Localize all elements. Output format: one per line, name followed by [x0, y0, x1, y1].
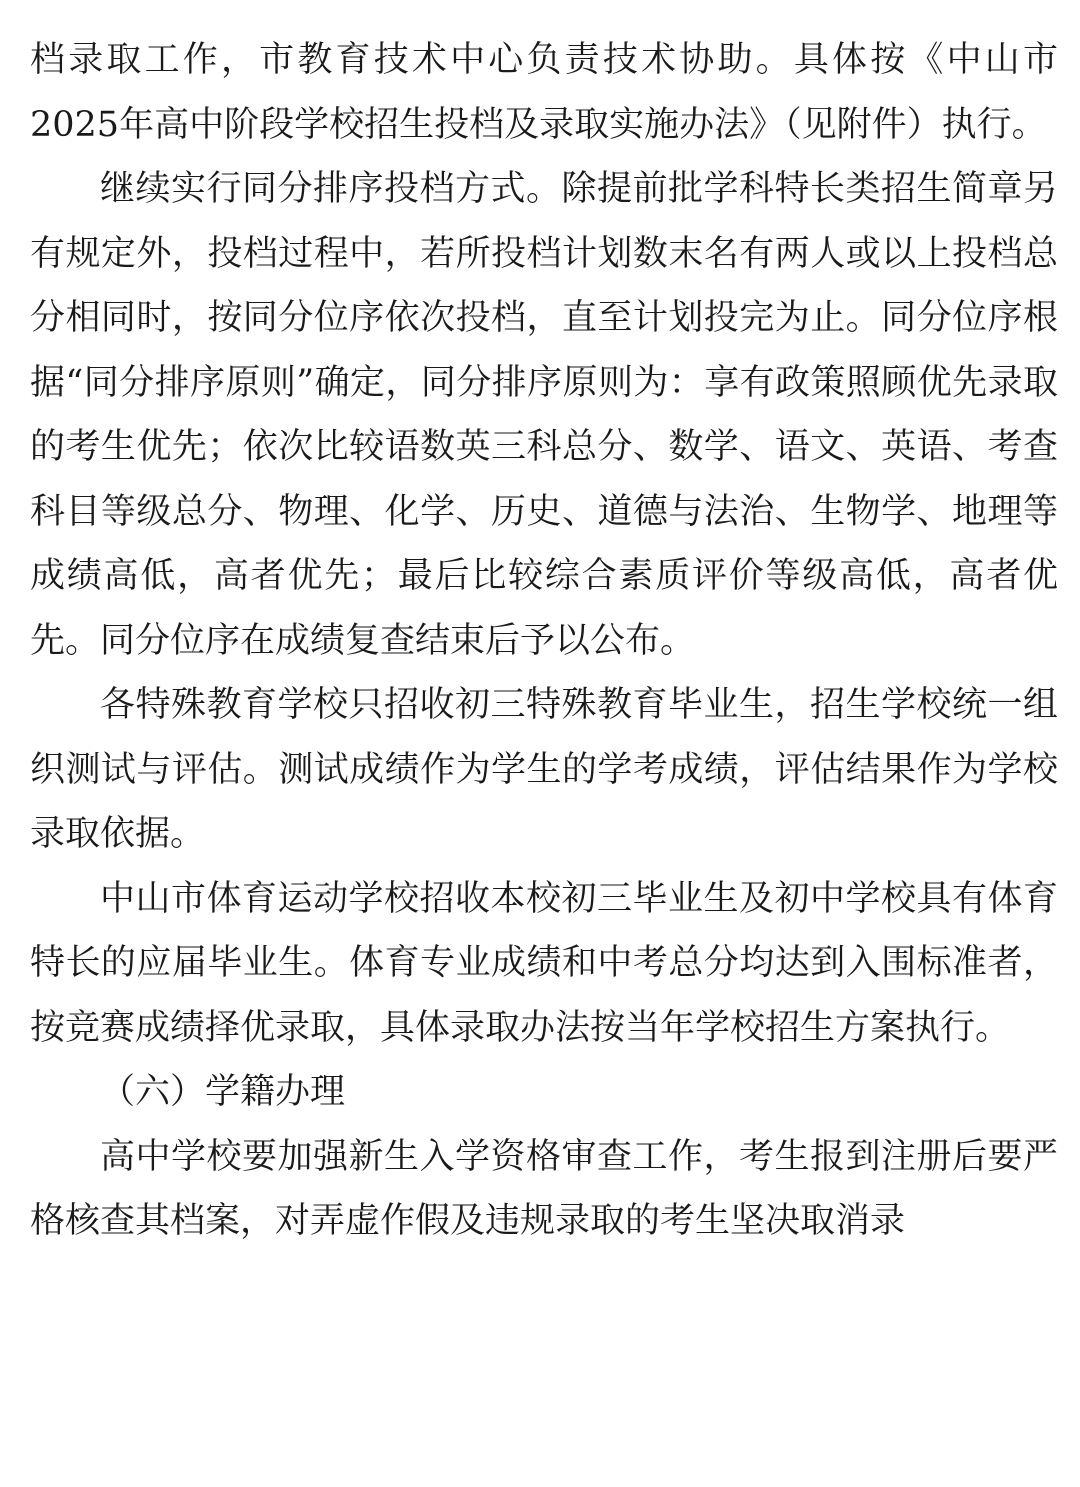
paragraph-sports-school: 中山市体育运动学校招收本校初三毕业生及初中学校具有体育特长的应届毕业生。体育专业成绩和中考总分均达到入围标准者，按竞赛成绩择优录取，具体录取办法按当年学校招生方案执行。	[30, 878, 1058, 1048]
section-heading-enrollment: （六）学籍办理	[100, 1072, 346, 1112]
paragraph-tie-score-ranking: 继续实行同分排序投档方式。除提前批学科特长类招生简章另有规定外，投档过程中，若所投档计划数末名有两人或以上投档总分相同时，按同分位序依次投档，直至计划投完为止。同分位序根据“同分排序原则”确定，同分排序原则为：享有政策照顾优先录取的考生优先；依次比较语数英三科总分、数学、语文、英语、考查科目等级总分、物理、化学、历史、道德与法治、生物学、地理等成绩高低，高者优先；最后比较综合素质评价等级高低，高者优先。同分位序在成绩复查结束后予以公布。	[30, 169, 1058, 661]
paragraph-enrollment-review: 高中学校要加强新生入学资格审查工作，考生报到注册后要严格核查其档案，对弄虚作假及违规录取的考生坚决取消录	[30, 1136, 1058, 1241]
document-page	[30, 28, 1058, 1254]
paragraph-special-education: 各特殊教育学校只招收初三特殊教育毕业生，招生学校统一组织测试与评估。测试成绩作为学生的学考成绩，评估结果作为学校录取依据。	[30, 685, 1058, 854]
paragraph-admission-work: 档录取工作，市教育技术中心负责技术协助。具体按《中山市2025年高中阶段学校招生投档及录取实施办法》（见附件）执行。	[30, 40, 1058, 145]
